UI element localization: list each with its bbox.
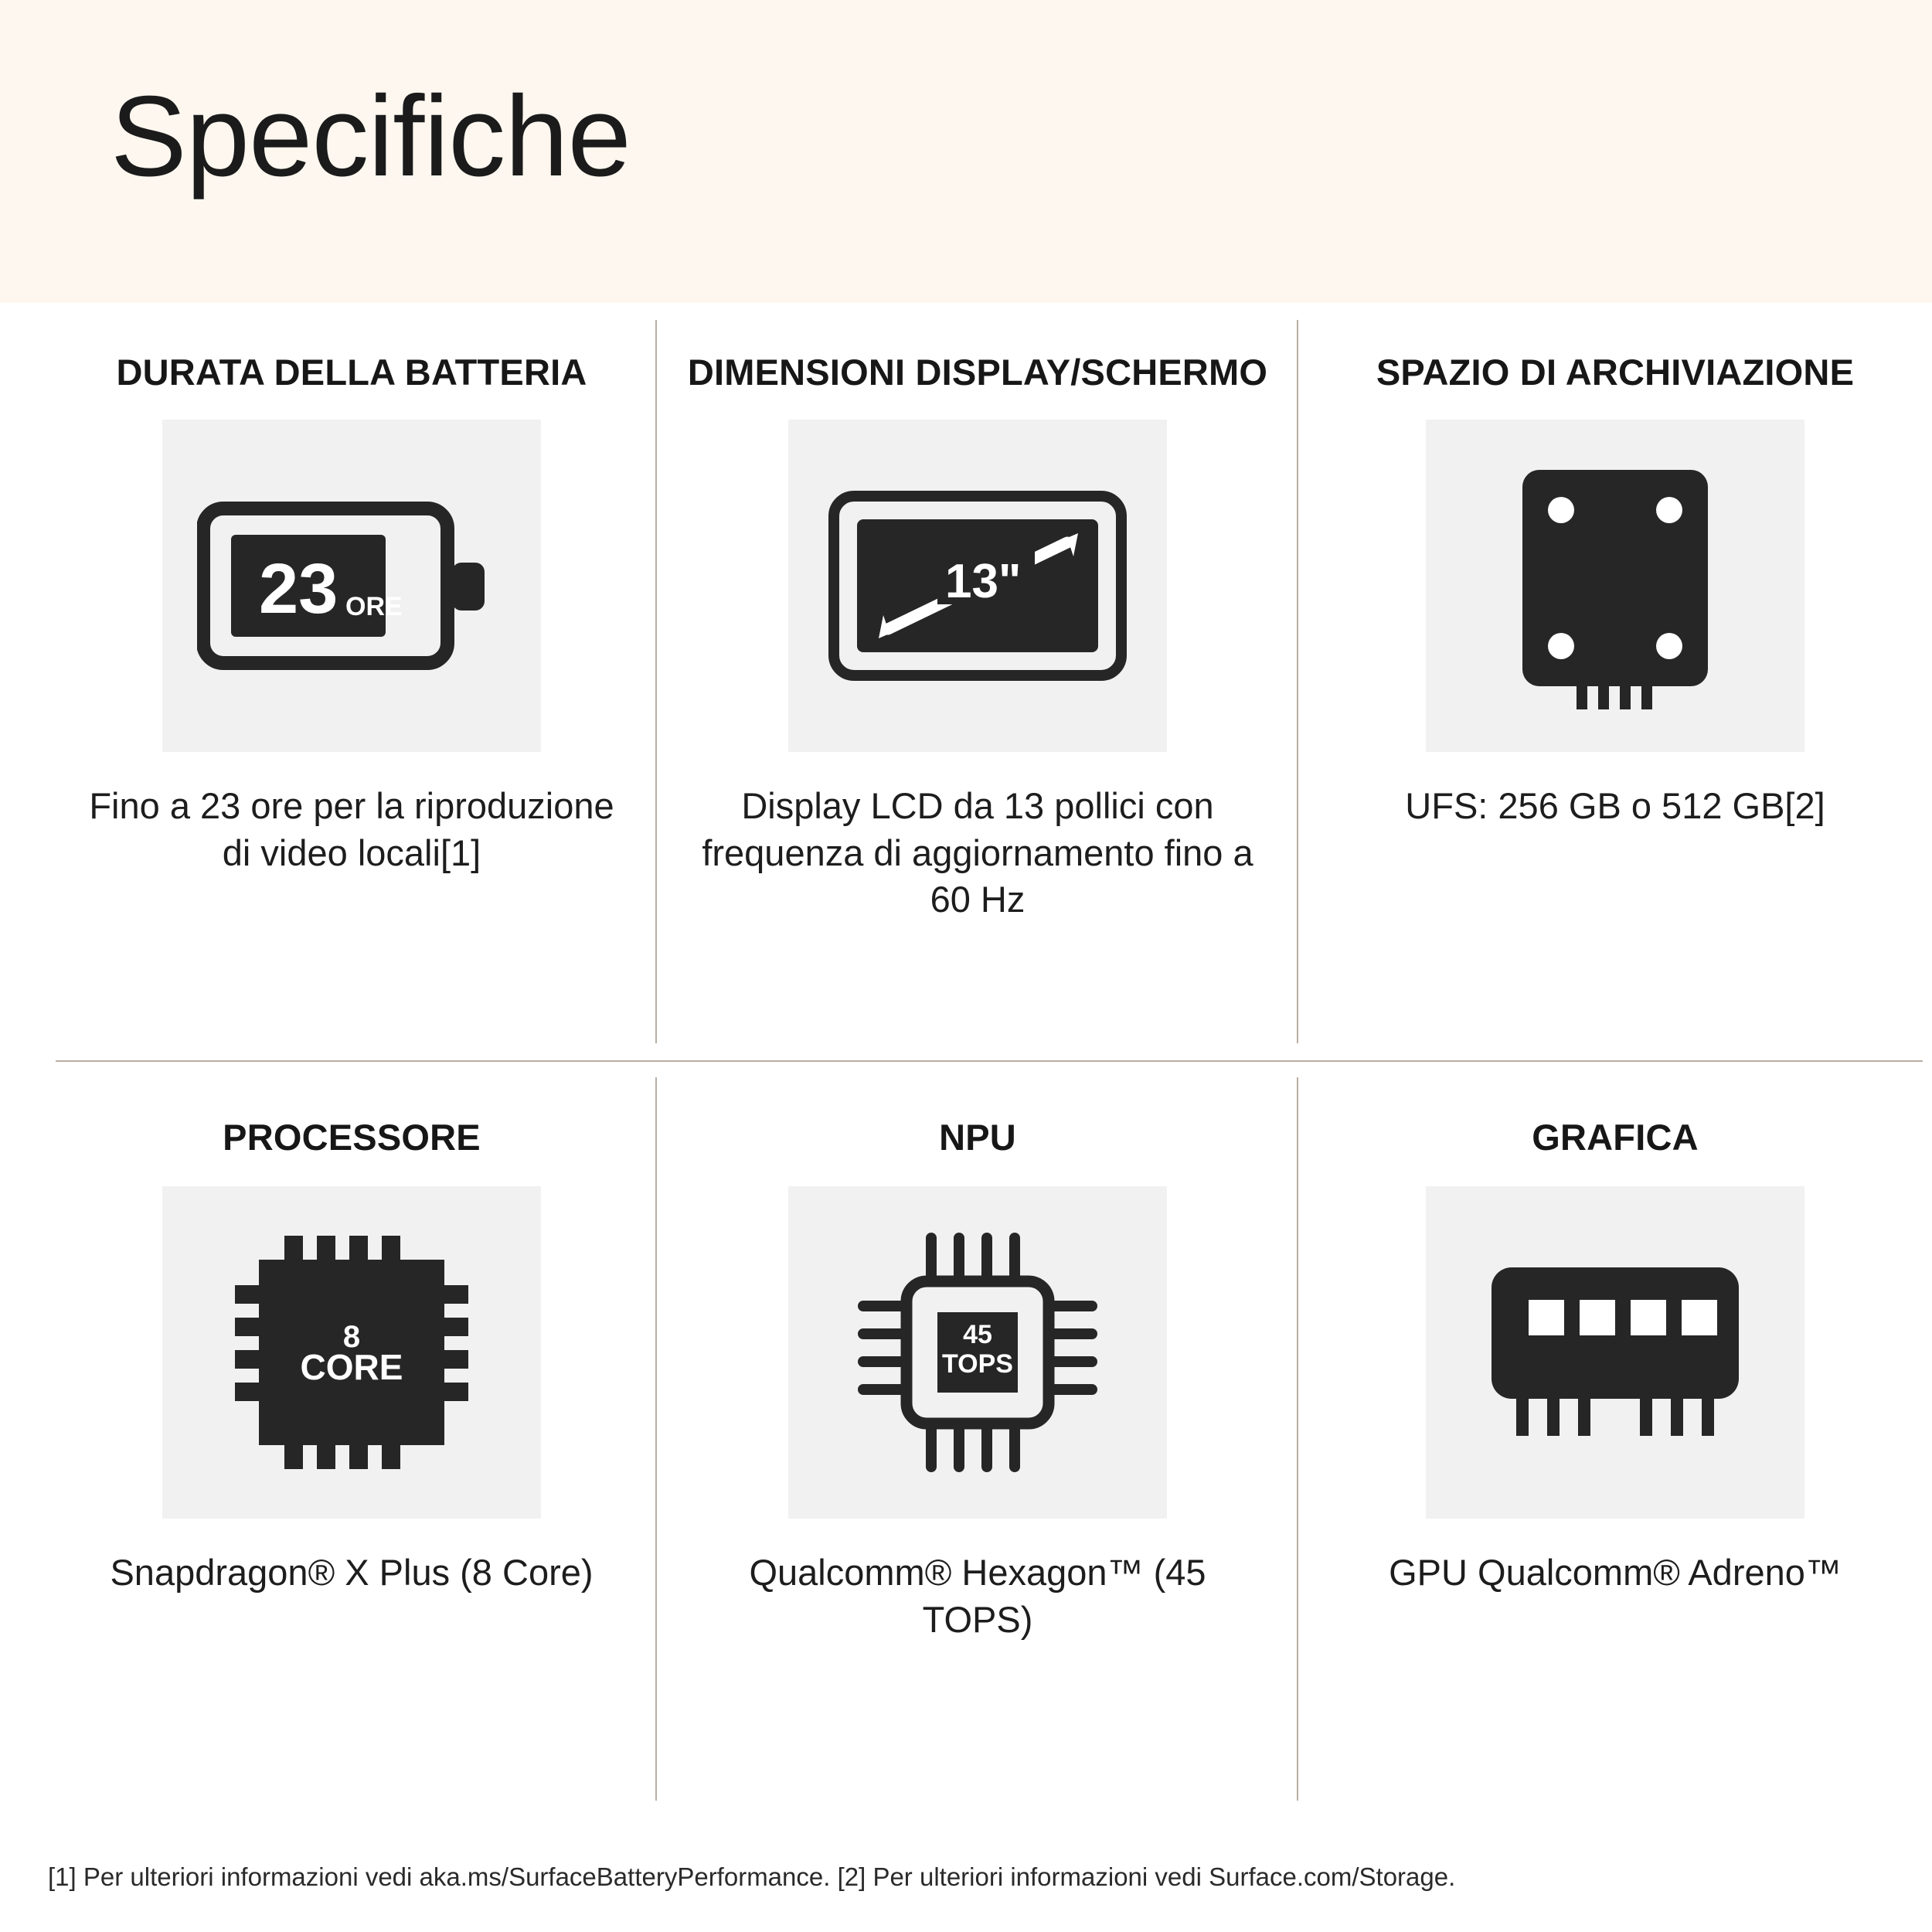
npu-chip-icon <box>788 1186 1167 1519</box>
spec-title-processor: PROCESSORE <box>223 1117 481 1158</box>
spec-desc-npu: Qualcomm® Hexagon™ (45 TOPS) <box>749 1552 1206 1640</box>
battery-icon-graphic <box>197 485 506 686</box>
npu-tops-unit: TOPS <box>942 1349 1013 1379</box>
storage-chip-icon-graphic <box>1499 454 1731 717</box>
npu-chip-icon-graphic <box>846 1221 1109 1484</box>
battery-icon <box>162 420 541 752</box>
spec-cell-processor <box>46 1060 657 1818</box>
display-diagonal-icon <box>788 420 1167 752</box>
display-size-value: 13" <box>945 555 1022 609</box>
npu-tops-value: 45 <box>963 1320 992 1350</box>
footnote: [1] Per ulteriori informazioni vedi aka.ms/SurfaceBatteryPerformance. [2] Per ulteriori informazioni vedi Surface.com/Storage. <box>48 1862 1456 1891</box>
spec-title-storage: SPAZIO DI ARCHIVIAZIONE <box>1376 352 1855 393</box>
battery-hours-unit: ORE <box>345 592 403 622</box>
spec-cell-battery <box>46 303 657 1060</box>
gpu-memory-icon-graphic <box>1476 1252 1754 1453</box>
spec-cell-npu <box>657 1060 1298 1818</box>
page-header <box>0 0 1932 303</box>
cpu-core-value: 8 <box>342 1320 361 1355</box>
spec-grid <box>46 303 1932 1818</box>
cpu-core-unit: CORE <box>300 1347 403 1388</box>
page-title: Specifiche <box>111 73 631 200</box>
spec-desc-battery: Fino a 23 ore per la riproduzione di video locali[1] <box>89 785 614 873</box>
storage-chip-icon <box>1426 420 1804 752</box>
spec-title-display: DIMENSIONI DISPLAY/SCHERMO <box>687 352 1268 393</box>
spec-desc-graphics: GPU Qualcomm® Adreno™ <box>1389 1552 1842 1594</box>
battery-hours-value: 23 <box>259 549 338 629</box>
spec-cell-graphics <box>1298 1060 1932 1818</box>
spec-cell-display <box>657 303 1298 1060</box>
spec-desc-display: Display LCD da 13 pollici con frequenza di aggiornamento fino a 60 Hz <box>702 785 1253 920</box>
display-diagonal-icon-graphic <box>823 478 1132 694</box>
spec-desc-storage: UFS: 256 GB o 512 GB[2] <box>1405 785 1825 827</box>
spec-title-graphics: GRAFICA <box>1532 1117 1699 1158</box>
spec-title-battery: DURATA DELLA BATTERIA <box>116 352 587 393</box>
cpu-icon-graphic <box>224 1225 479 1480</box>
spec-title-npu: NPU <box>939 1117 1016 1158</box>
cpu-icon <box>162 1186 541 1519</box>
gpu-memory-icon <box>1426 1186 1804 1519</box>
spec-cell-storage <box>1298 303 1932 1060</box>
spec-desc-processor: Snapdragon® X Plus (8 Core) <box>110 1552 594 1594</box>
